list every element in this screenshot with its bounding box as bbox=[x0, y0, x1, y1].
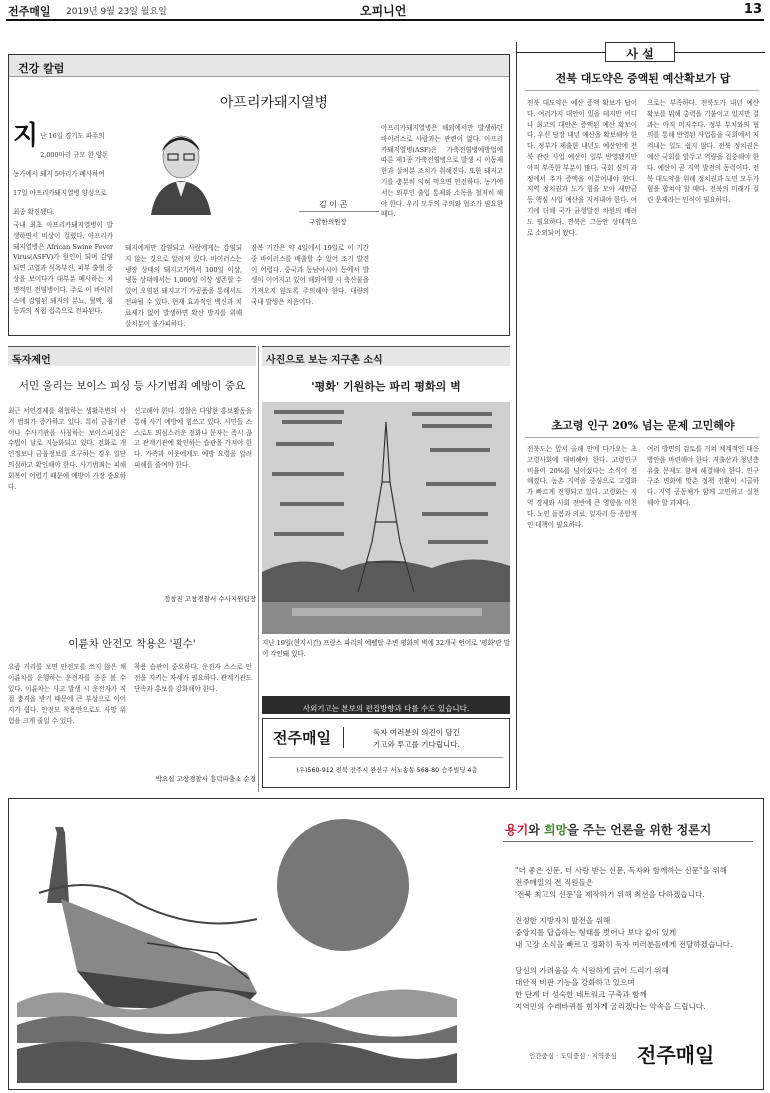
photo-label: 사진으로 보는 지구촌 소식 bbox=[266, 355, 383, 366]
editorial-label: 사 설 bbox=[626, 47, 654, 61]
notice-text: 사외기고는 본보의 편집방향과 다를 수도 있습니다. bbox=[302, 704, 470, 713]
health-col-1 bbox=[13, 123, 113, 333]
author-photo bbox=[146, 127, 216, 215]
column-divider bbox=[258, 346, 259, 792]
ad-headline-hope: 희망 bbox=[543, 823, 568, 837]
ad-paragraph-2 bbox=[515, 915, 761, 951]
editorial-headline-2: 초고령 인구 20% 넘는 문제 고민해야 bbox=[551, 419, 735, 432]
ad-headline-rule bbox=[503, 841, 753, 842]
ad-p3-line4: 지역민의 수레바퀴를 힘차게 굴리겠다는 약속을 드립니다. bbox=[515, 1002, 706, 1011]
dropcap: 지 bbox=[13, 121, 39, 151]
reader-headline: 서민 울리는 보이스 피싱 등 사기범죄 예방이 중요 bbox=[18, 380, 246, 392]
info-address: (우)560-912 전북 전주시 완산구 서노송동 568-80 승주빌딩 4층 bbox=[296, 767, 478, 774]
health-col-4: 아프리카돼지열병은 해외에서만 발생하던 바이러스로 사람과는 관련이 없다. 아프리카돼지열병(ASF)은 가축전염병예방법에 따른 제1종 가축전염병으로 발생 시 이동제한과 살처분 조치가 취해진다. 또한 돼지고기를 충분히 익혀 먹으면 안전하다. 농가에서는 외부인 출입 통제와 소독을 철저히 해야 한다. 우리 모두의 주의와 협조가 필요한 때다. bbox=[381, 124, 503, 219]
ad-headline bbox=[505, 821, 755, 838]
ad-p2-line2: 중앙지를 답습하는 형태를 벗어나 보다 깊이 있게 bbox=[515, 928, 677, 937]
ad-p3-line1: 당신의 가려움을 속 시원하게 긁어 드리기 위해 bbox=[515, 966, 669, 975]
reader-col-4: 착용 습관이 중요하다. 운전자 스스로 안전을 지키는 자세가 필요하다. 관계기관도 단속과 홍보를 강화해야 한다. bbox=[134, 663, 252, 693]
ad-paragraph-3 bbox=[515, 965, 761, 1013]
masthead-paper-name: 전주매일 bbox=[8, 5, 51, 18]
masthead-date: 2019년 9월 23일 월요일 bbox=[66, 7, 167, 17]
reader-col-2: 신고해야 한다. 경찰은 다양한 홍보활동을 통해 사기 예방에 힘쓰고 있다. 시민들 스스로도 의심스러운 전화나 문자는 즉시 끊고 관계기관에 확인하는 습관을 가져야 한다. 가족과 이웃에게도 예방 요령을 알려 피해를 줄여야 한다. bbox=[134, 407, 252, 469]
photo-headline: '평화' 기원하는 파리 평화의 벽 bbox=[311, 380, 461, 393]
ad-p1-line3: '전북 최고의 신문'을 제작하기 위해 최선을 다하겠습니다. bbox=[515, 890, 705, 899]
reader-author: 정창진 고창경찰서 수사지원팀장 bbox=[163, 595, 256, 603]
ad-logo: 전주매일 bbox=[637, 1043, 715, 1067]
reader-col-3: 요즘 거리를 보면 안전모를 쓰지 않은 채 이륜차를 운행하는 운전자를 종종 볼 수 있다. 이륜차는 사고 발생 시 운전자가 직접 충격을 받기 때문에 큰 부상으로 이어지기 쉽다. 안전모 착용만으로도 사망 위험을 크게 줄일 수 있다. bbox=[8, 663, 126, 725]
ad-headline-courage: 용기 bbox=[505, 823, 529, 837]
info-slogan-2: 기고와 투고를 기다립니다. bbox=[373, 740, 460, 749]
editorial-rule-right bbox=[675, 52, 765, 53]
reader-author-2: 박요섭 고창경찰서 흥덕파출소 순경 bbox=[155, 775, 256, 783]
editorial-box bbox=[516, 42, 764, 790]
reader-label: 독자제언 bbox=[12, 355, 51, 366]
eiffel-photo bbox=[262, 402, 510, 634]
ad-illustration bbox=[17, 803, 457, 1083]
info-box bbox=[262, 718, 510, 788]
reader-column bbox=[8, 346, 256, 792]
editorial-col-4: 여러 방면의 검토를 거쳐 체계적인 대응 방안을 마련해야 한다. 저출산과 청년층 유출 문제도 함께 해결해야 한다. 인구 구조 변화에 맞춘 정책 전환이 시급하다. 지역 공동체가 함께 고민하고 실천해야 할 과제다. bbox=[647, 445, 759, 507]
editorial-col-3: 전북도는 앞서 올해 안에 다가오는 초고령사회에 대비해야 한다. 고령인구 비율이 20%를 넘어섰다는 소식이 전해졌다. 농촌 지역을 중심으로 고령화가 빠르게 진행되고 있다. 고령화는 지역 경제와 사회 전반에 큰 영향을 미친다. 노인 돌봄과 의료, 일자리 등 종합적인 대책이 필요하다. bbox=[527, 445, 637, 529]
author-divider bbox=[299, 211, 379, 212]
health-column-label-bar bbox=[9, 55, 509, 77]
ad-tagline: 인간중심 · 도덕중심 · 지역중심 bbox=[529, 1052, 617, 1060]
page-number: 13 bbox=[743, 2, 762, 17]
ad-paragraph-1 bbox=[515, 865, 761, 901]
ad-headline-and: 와 bbox=[528, 823, 544, 837]
health-column-label: 건강 칼럼 bbox=[18, 62, 65, 75]
editorial-headline-rule bbox=[525, 90, 759, 91]
ad-p2-line1: 진정한 지방자치 발전을 위해 bbox=[515, 916, 611, 925]
top-rule bbox=[6, 19, 764, 21]
health-column-title: 아프리카돼지열병 bbox=[219, 95, 329, 111]
editorial-rule bbox=[517, 52, 605, 53]
ad-p3-line3: 한 단계 더 성숙한 네트워크 구축과 함께 bbox=[515, 990, 647, 999]
reader-label-bar bbox=[8, 346, 256, 366]
editorial-label-box bbox=[605, 42, 675, 62]
reader-headline-2: 이륜차 안전모 착용은 '필수' bbox=[68, 638, 196, 650]
ad-p1-line1: "더 좋은 신문, 더 사랑 받는 신문, 독자와 함께하는 신문"을 위해 bbox=[515, 866, 728, 875]
ad-headline-rest: 을 주는 언론을 위한 정론지 bbox=[567, 823, 712, 837]
health-col-1-first: 난 16일 경기도 파주의 2,000마리 규모 한 양돈농가에서 돼지 5마리가 폐사하여 17일 아프리카돼지열병 양성으로 최종 확진됐다. bbox=[13, 132, 109, 216]
photo-story bbox=[262, 346, 510, 686]
reader-col-1: 최근 서민경제를 위협하는 생활주변의 사기 범죄가 증가하고 있다. 특히 금융기관이나 수사기관을 사칭하는 보이스피싱은 수법이 날로 지능화되고 있다. 전화로 개인정보나 금융정보를 요구하는 경우 일단 의심하고 확인해야 한다. 사기범죄는 피해 회복이 어렵기 때문에 예방이 가장 중요하다. bbox=[8, 407, 126, 491]
info-logo: 전주매일 bbox=[273, 727, 344, 748]
notice-bar bbox=[262, 696, 510, 714]
editorial-headline-1: 전북 대도약은 증액된 예산확보가 답 bbox=[555, 72, 731, 85]
ad-p1-line2: 전주매일의 전 직원들은 bbox=[515, 878, 594, 887]
ad-p3-line2: 대안적 비판 기능을 강화하고 있으며 bbox=[515, 978, 635, 987]
editorial-col-1: 전북 대도약은 예산 증액 확보가 답이다. 여러가지 대안이 있을 테지만 어디나 최고의 대안은 증액된 예산 확보이다. 우선 당장 내년 예산을 확보해야 한다. 정부가 제출한 내년도 예산안에 전북 관련 사업 예산이 일부 반영됐지만 아직 부족한 부분이 많다. 국회 심의 과정에서 추가 증액을 이끌어내야 한다. 지역 정치권과 도가 힘을 모아 새만금 등 핵심 사업 예산을 지켜내야 한다. 여기에 더해 국가 균형발전 차원의 배려도 필요하다. 전북은 그동안 상대적으로 소외되어 왔다. bbox=[527, 99, 637, 237]
editorial-col-2: 으로는 부족하다. 전북도가 내년 예산 확보를 위해 총력을 기울이고 있지만 결과는 아직 미지수다. 정부 부처와의 협의를 통해 반영된 사업들을 국회에서 지켜내는 일도 쉽지 않다. 전북 정치권은 예산 국회를 앞두고 역량을 집중해야 한다. 예산이 곧 지역 발전의 동력이다. 전북 대도약을 위해 정치권과 도민 모두가 힘을 합쳐야 할 때다. 전북의 미래가 걸린 문제라는 인식이 필요하다. bbox=[647, 99, 759, 205]
info-slogan-1: 독자 여러분의 의견이 담긴 bbox=[373, 728, 460, 737]
author-title: 구암한의원장 bbox=[309, 218, 347, 226]
photo-caption: 지난 19일(현지시간) 프랑스 파리의 에펠탑 주변 평화의 벽에 32개국 언어로 '평화'란 말이 각인돼 있다. bbox=[262, 639, 510, 658]
author-name: 김 이 곤 bbox=[319, 200, 348, 209]
info-divider bbox=[269, 757, 503, 758]
editorial-headline-2-rule bbox=[525, 437, 759, 438]
advertisement bbox=[8, 798, 764, 1090]
health-column-box bbox=[8, 54, 510, 336]
health-col-2: 돼지에게만 감염되고 사람에게는 감염되지 않는 것으로 알려져 있다. 바이러스는 냉장 상태의 돼지고기에서 100일 이상, 냉동 상태에서는 1,000일 이상 생존할 수 있어 오염된 돼지고기 가공품을 통해서도 전파될 수 있다. 현재 효과적인 백신과 치료제가 없어 발생하면 확산 방지를 위해 살처분이 불가피하다. bbox=[125, 244, 242, 328]
ad-p2-line3: 내 고장 소식을 빠르고 정확히 독자 여러분들에게 전달하겠습니다. bbox=[515, 940, 733, 949]
masthead bbox=[8, 2, 764, 18]
masthead-section: 오피니언 bbox=[360, 4, 407, 18]
photo-label-bar bbox=[262, 346, 510, 366]
health-col-3: 잠복 기간은 약 4일에서 19일로 이 기간 중 바이러스를 배출할 수 있어 조기 발견이 어렵다. 중국과 동남아시아 등에서 발생이 이어지고 있어 해외여행 시 축산물을 가져오지 않도록 주의해야 한다. 대량의 국내 발생은 처음이다. bbox=[251, 244, 369, 306]
health-col-1-rest: 국내 최초 아프리카돼지열병이 발생하면서 비상이 걸렸다. 아프리카돼지열병은 African Swine Fever Virus(ASFV)가 원인이 되며 감염되면 고열과 식욕부진, 피부 출혈 증상을 보이다가 대부분 폐사하는 치명적인 전염병이다. 주로 이 바이러스에 감염된 돼지의 분뇨, 혈액, 침 등과의 직접 접촉으로 전파된다. bbox=[13, 221, 113, 316]
